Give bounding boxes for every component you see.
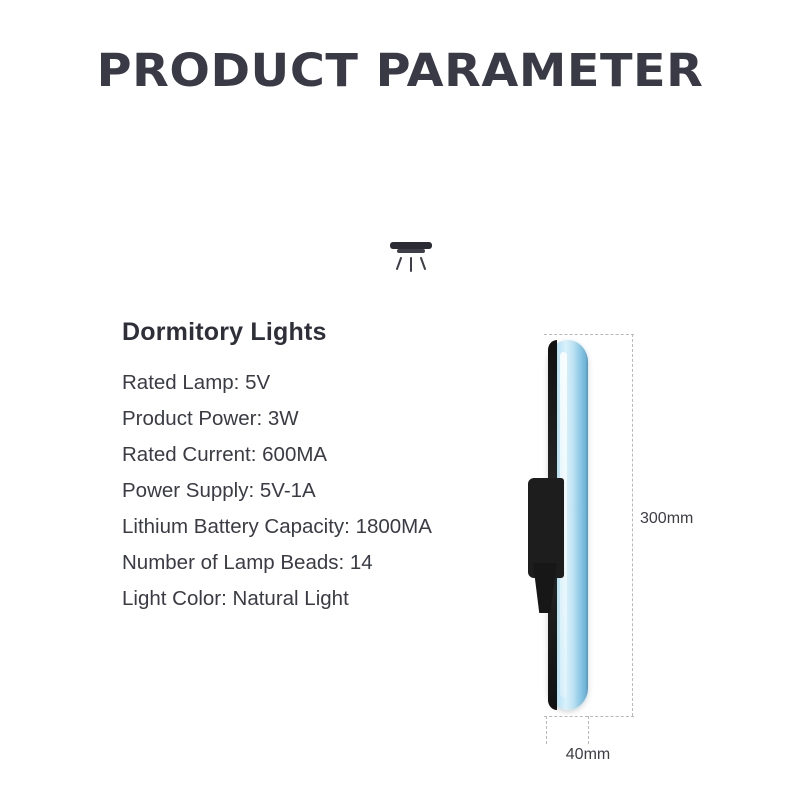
page-title: PRODUCT PARAMETER xyxy=(96,44,704,97)
spec-item: Light Color: Natural Light xyxy=(122,587,349,610)
height-dimension-label: 300mm xyxy=(640,510,694,527)
spec-item: Power Supply: 5V-1A xyxy=(122,479,316,502)
product-name: Dormitory Lights xyxy=(122,318,327,346)
spec-item: Number of Lamp Beads: 14 xyxy=(122,551,373,574)
dimension-guide-top xyxy=(544,334,634,335)
spec-item: Rated Lamp: 5V xyxy=(122,371,271,394)
dimension-guide-bottom xyxy=(544,716,634,717)
dimension-guide-width-right xyxy=(588,716,589,744)
specification-block xyxy=(122,318,542,617)
lamp-with-light-rays-icon xyxy=(388,238,434,276)
spec-item: Rated Current: 600MA xyxy=(122,443,328,466)
dimension-guide-width-left xyxy=(546,716,547,744)
specification-list xyxy=(122,365,542,617)
dimension-guide-height xyxy=(632,334,633,716)
spec-item: Product Power: 3W xyxy=(122,407,299,430)
product-image xyxy=(500,320,694,763)
spec-item: Lithium Battery Capacity: 1800MA xyxy=(122,515,432,538)
width-dimension-label: 40mm xyxy=(565,746,611,763)
